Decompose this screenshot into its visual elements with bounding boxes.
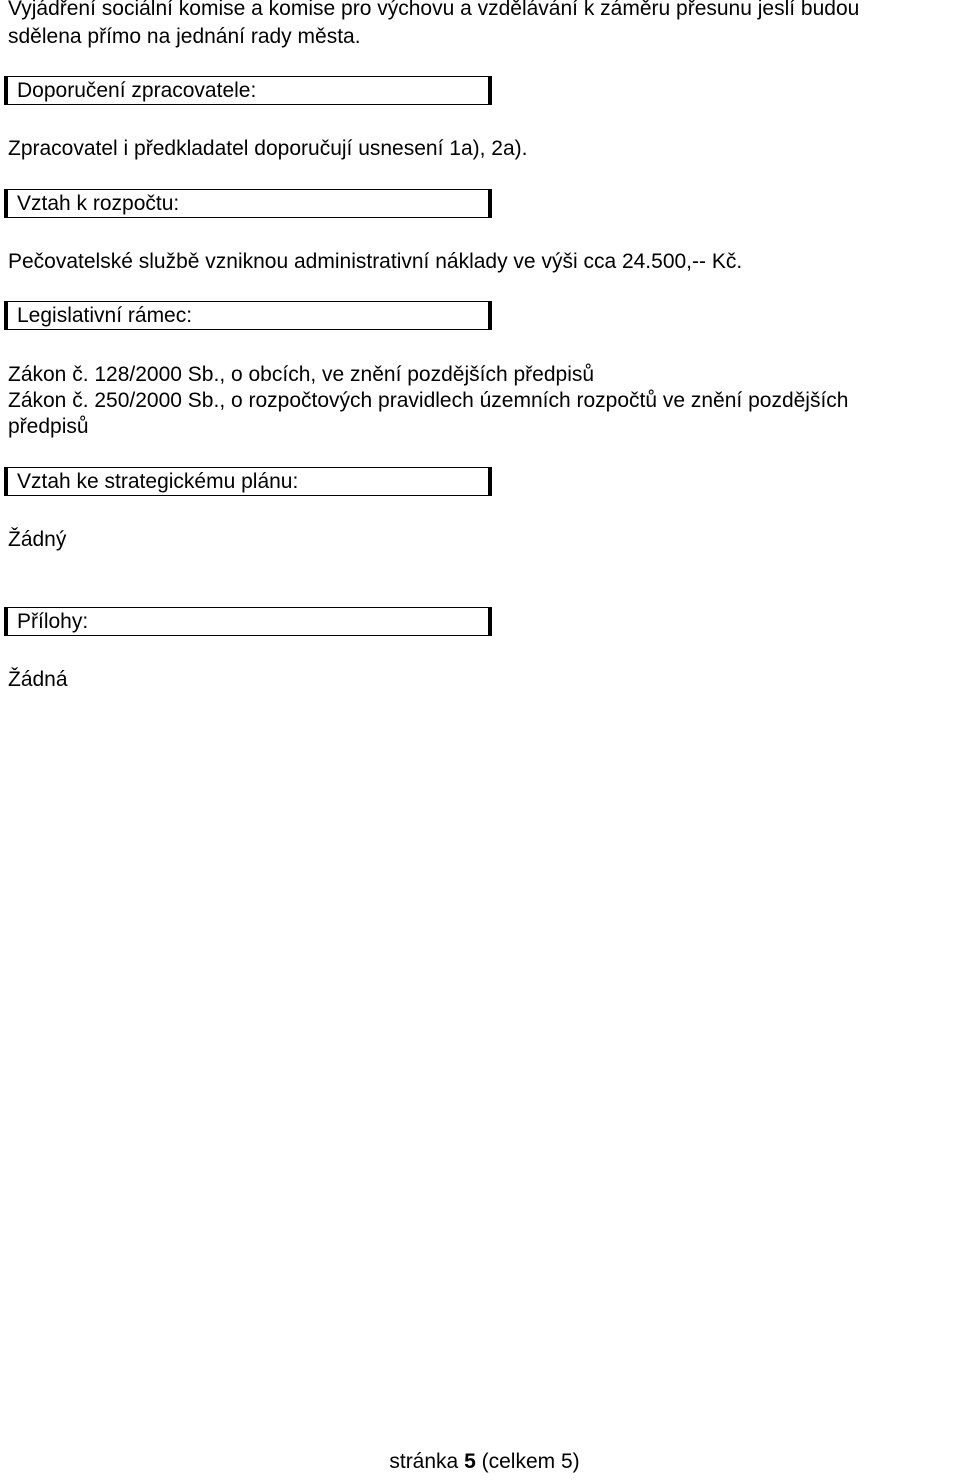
strategy-text: Žádný xyxy=(8,528,67,551)
intro-line-1: Vyjádření sociální komise a komise pro výchovu a vzdělávání k záměru přesunu jeslí budou xyxy=(8,0,860,20)
footer-prefix: stránka xyxy=(389,1450,459,1473)
section-heading-label: Přílohy: xyxy=(17,610,89,633)
attachments-text: Žádná xyxy=(8,668,68,691)
section-heading-budget xyxy=(4,189,492,218)
recommendation-text: Zpracovatel i předkladatel doporučují usnesení 1a), 2a). xyxy=(8,137,528,160)
intro-line-2: sdělena přímo na jednání rady města. xyxy=(8,25,361,48)
footer-total: (celkem 5) xyxy=(481,1450,580,1473)
section-heading-label: Vztah k rozpočtu: xyxy=(17,192,180,215)
legislation-line-3: předpisů xyxy=(8,415,89,438)
section-heading-label: Vztah ke strategickému plánu: xyxy=(17,470,299,493)
section-heading-strategy xyxy=(4,467,492,496)
footer-page-number: 5 xyxy=(464,1450,476,1473)
section-heading-label: Legislativní rámec: xyxy=(17,304,193,327)
section-heading-attachments xyxy=(4,607,492,636)
section-heading-label: Doporučení zpracovatele: xyxy=(17,79,257,102)
legislation-line-2: Zákon č. 250/2000 Sb., o rozpočtových pravidlech územních rozpočtů ve znění pozdějších xyxy=(8,389,849,412)
page-footer xyxy=(0,1449,960,1475)
legislation-line-1: Zákon č. 128/2000 Sb., o obcích, ve znění pozdějších předpisů xyxy=(8,363,595,386)
budget-text: Pečovatelské službě vzniknou administrativní náklady ve výši cca 24.500,-- Kč. xyxy=(8,250,743,273)
section-heading-recommendation xyxy=(4,76,492,105)
section-heading-legislation xyxy=(4,301,492,330)
